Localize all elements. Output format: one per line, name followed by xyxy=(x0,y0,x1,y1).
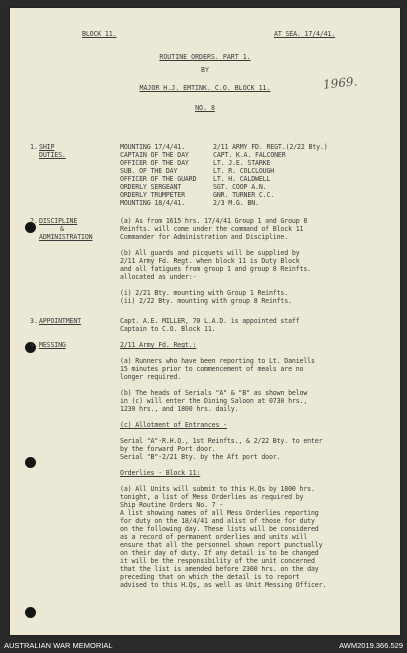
paragraph-line: 15 minutes prior to commencement of meals are no xyxy=(120,365,304,373)
document-title: ROUTINE ORDERS. PART 1. xyxy=(159,53,251,61)
paragraph-line: Reinfts. will come under the command of Block 11 xyxy=(120,225,304,233)
paragraph-line: (b) The heads of Serials "A" & "B" as shown below xyxy=(120,389,308,397)
block-number: BLOCK 11. xyxy=(82,30,117,38)
paragraph-line: Commander for Administration and Discipline. xyxy=(120,233,289,241)
paragraph-line: Serial "B"-2/21 Bty. by the Aft port door. xyxy=(120,453,281,461)
footer-reference: AWM2019.366.529 xyxy=(339,641,403,650)
paragraph-line: preceding that on which the detail is to report xyxy=(120,573,300,581)
section-heading: & xyxy=(60,225,64,233)
sub-heading: (c) Allotment of Entrances - xyxy=(120,421,227,429)
paragraph-line: allocated as under:- xyxy=(120,273,197,281)
paragraph-line: (a) All Units will submit to this H.Qs by 1800 hrs. xyxy=(120,485,315,493)
duty-role: ORDERLY TRUMPETER xyxy=(120,191,185,199)
paragraph-line: it will be the responsibility of the unit concerned xyxy=(120,557,315,565)
paragraph-line: (a) As from 1615 hrs. 17/4/41 Group 1 and Group 8 xyxy=(120,217,308,225)
paragraph-line: (a) Runners who have been reporting to Lt. Daniells xyxy=(120,357,315,365)
duty-role: CAPTAIN OF THE DAY xyxy=(120,151,189,159)
location-date: AT SEA. 17/4/41. xyxy=(274,30,336,38)
duty-role: MOUNTING 18/4/41. xyxy=(120,199,185,207)
section-heading: DISCIPLINE xyxy=(39,217,78,225)
paragraph-line: in (c) will enter the Dining Saloon at 0730 hrs., xyxy=(120,397,308,405)
paragraph-line: on the following day. These lists will be considered xyxy=(120,525,319,533)
section-number: 1. xyxy=(30,143,38,151)
paragraph-line: 1230 hrs., and 1800 hrs. daily. xyxy=(120,405,239,413)
paragraph-line: for duty on the 18/4/41 and alist of those for duty xyxy=(120,517,315,525)
punch-hole xyxy=(25,457,36,468)
section-heading: ADMINISTRATION xyxy=(39,233,93,241)
footer-institution: AUSTRALIAN WAR MEMORIAL xyxy=(4,641,113,650)
duty-detail: SGT. COOP A.N. xyxy=(213,183,267,191)
by-line: BY xyxy=(201,66,209,74)
author-line: MAJOR H.J. EMTINK. C.O. BLOCK 11. xyxy=(139,84,271,92)
section-heading: APPOINTMENT xyxy=(39,317,82,325)
paragraph-line: on their day of duty. If any detail is to be changed xyxy=(120,549,319,557)
duty-role: OFFICER OF THE GUARD xyxy=(120,175,197,183)
paragraph-line: longer required. xyxy=(120,373,182,381)
paragraph-line: Captain to C.O. Block 11. xyxy=(120,325,216,333)
duty-detail: 2/11 ARMY FD. REGT.(2/22 Bty.) xyxy=(213,143,328,151)
sub-heading: 2/11 Army Fd. Regt.: xyxy=(120,341,197,349)
section-heading: DUTIES. xyxy=(39,151,66,159)
handwritten-note: 1969. xyxy=(322,74,358,92)
paragraph-line: ensure that all the personnel shown report punctually xyxy=(120,541,323,549)
duty-detail: GNR. TURNER C.C. xyxy=(213,191,275,199)
paragraph-line: (b) All guards and picquets will be supplied by xyxy=(120,249,300,257)
paragraph-line: advised to this H.Qs, as well as Unit Messing Officer. xyxy=(120,581,327,589)
duty-role: MOUNTING 17/4/41. xyxy=(120,143,185,151)
paragraph-line: by the forward Port door. xyxy=(120,445,216,453)
duty-role: OFFICER OF THE DAY xyxy=(120,159,189,167)
paragraph-line: tonight, a list of Mess Orderlies as required by xyxy=(120,493,304,501)
section-number: 4. xyxy=(30,341,38,349)
duty-role: ORDERLY SERGEANT xyxy=(120,183,182,191)
paragraph-line: that the list is amended before 2300 hrs. on the day xyxy=(120,565,319,573)
duty-detail: LT. J.E. STARKE xyxy=(213,159,271,167)
paragraph-line: 2/11 Army Fd. Regt. when block 11 is Duty Block xyxy=(120,257,300,265)
list-item: (i) 2/21 Bty. mounting with Group 1 Reinfts. xyxy=(120,289,289,297)
list-item: (ii) 2/22 Bty. mounting with group 8 Reinfts. xyxy=(120,297,292,305)
duty-detail: 2/3 M.G. BN. xyxy=(213,199,259,207)
duty-detail: LT. H. CALDWELL xyxy=(213,175,271,183)
section-number: 3. xyxy=(30,317,38,325)
duty-detail: CAPT. K.A. FALCONER xyxy=(213,151,286,159)
duty-detail: LT. R. COLCLOUGH xyxy=(213,167,275,175)
order-number: NO. 8 xyxy=(195,104,215,112)
paragraph-line: Ship Routine Orders No. 7 - xyxy=(120,501,224,509)
punch-hole xyxy=(25,607,36,618)
paragraph-line: Capt. A.E. MILLER, 70 L.A.D. is appointed staff xyxy=(120,317,300,325)
section-heading: MESSING xyxy=(39,341,66,349)
paragraph-line: and all fatigues from group 1 and group 8 Reinfts. xyxy=(120,265,311,273)
duty-role: SUB. OF THE DAY xyxy=(120,167,178,175)
paragraph-line: A list showing names of all Mess Orderlies reporting xyxy=(120,509,319,517)
paragraph-line: as a record of permanent orderlies and units will xyxy=(120,533,308,541)
document-page xyxy=(10,8,400,635)
section-number: 2. xyxy=(30,217,38,225)
sub-heading: Orderlies - Block 11: xyxy=(120,469,201,477)
archive-footer xyxy=(0,640,407,653)
section-heading: SHIP xyxy=(39,143,55,151)
paragraph-line: Serial "A"-R.H.Q., 1st Reinfts., & 2/22 Bty. to enter xyxy=(120,437,323,445)
